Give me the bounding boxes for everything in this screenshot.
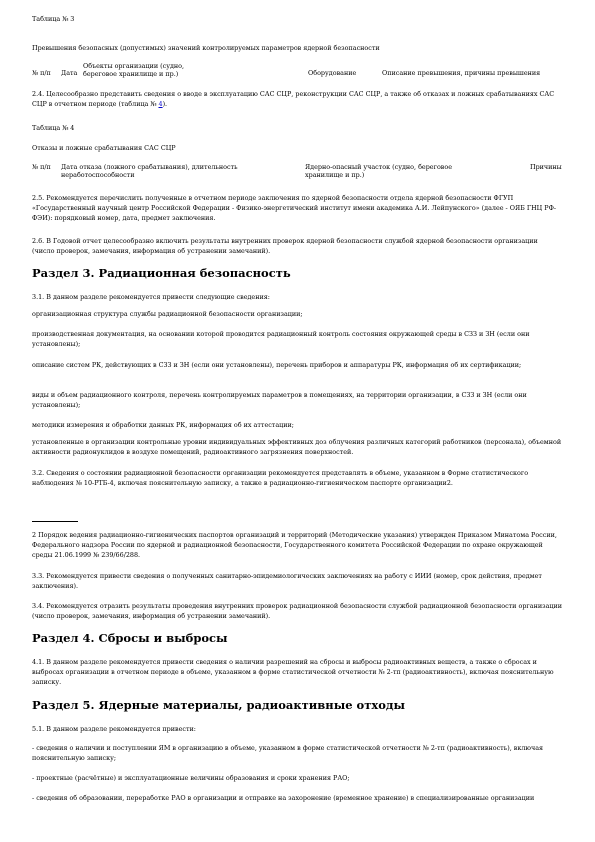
- paragraph-2-4-text: 2.4. Целесообразно представить сведения о вводе в эксплуатацию САС СЦР, реконструкции САС СЦР, а также об отказах и ложных срабатываниях САС СЦР в отчетном периоде (таблица №: [32, 90, 555, 108]
- table4-col-site: Ядерно-опасный участок (судно, береговое хранилище и пр.): [305, 163, 453, 179]
- section3-item-4: виды и объем радиационного контроля, перечень контролируемых параметров в помещениях, на территории организации, в СЗЗ и ЗН (если они установлены);: [32, 391, 527, 409]
- paragraph-4-1: 4.1. В данном разделе рекомендуется привести сведения о наличии разрешений на сбросы и выбросы радиоактивных веществ, а также о сбросах и выбросах организации в отчетном периоде в объеме, указанном в форме статистической отчетности № 2-тп (радиоактивность), включая пояснительную записку.: [32, 658, 554, 686]
- table3-caption: Превышения безопасных (допустимых) значений контролируемых параметров ядерной безопасности: [32, 44, 380, 52]
- table3-title: Таблица № 3: [32, 15, 75, 23]
- section3-item-2: производственная документация, на основании которой проводится радиационный контроль состояния окружающей среды в СЗЗ и ЗН (если они установлены);: [32, 330, 530, 348]
- paragraph-3-3: 3.3. Рекомендуется привести сведения о полученных санитарно-эпидемиологических заключениях на работу с ИИИ (номер, срок действия, предмет заключения).: [32, 572, 542, 590]
- table3-col-description: Описание превышения, причины превышения: [382, 69, 541, 77]
- paragraph-2-6: 2.6. В Годовой отчет целесообразно включить результаты внутренних проверок ядерной безопасности службой ядерной безопасности организации (число проверок, замечания, информация об устранении замечаний).: [32, 237, 538, 255]
- table3-col-date: Дата: [61, 69, 78, 77]
- section3-item-6: установленные в организации контрольные уровни индивидуальных эффективных доз облучения различных категорий работников (персонала), объемной активности радионуклидов в воздухе помещений, радиоактивного загрязнения поверхностей.: [32, 438, 562, 456]
- table4-col-num: № п/п: [32, 163, 51, 171]
- section5-item-1: - сведения о наличии и поступлении ЯМ в организацию в объеме, указанном в форме статистической отчетности № 2-тп (радиоактивность), включая пояснительную записку;: [32, 744, 544, 762]
- section3-item-3: описание систем РК, действующих в СЗЗ и ЗН (если они установлены), перечень приборов и аппаратуры РК, информация об их сертификации;: [32, 361, 522, 369]
- table4-caption: Отказы и ложные срабатывания САС СЦР: [32, 144, 176, 152]
- table4-link[interactable]: 4: [158, 100, 163, 108]
- paragraph-2-4: [32, 89, 562, 109]
- section5-heading: Раздел 5. Ядерные материалы, радиоактивные отходы: [32, 698, 406, 712]
- paragraph-2-4-after: ).: [162, 100, 168, 108]
- table3-col-objects: Объекты организации (судно, береговое хранилище и пр.): [83, 62, 185, 78]
- section5-item-3: - сведения об образовании, переработке РАО в организации и отправке на захоронение (временное хранение) в специализированные организации: [32, 794, 535, 802]
- section3-item-5: методики измерения и обработки данных РК, информация об их аттестации;: [32, 421, 294, 429]
- paragraph-3-1: 3.1. В данном разделе рекомендуется привести следующие сведения:: [32, 293, 270, 301]
- footnote-2: 2 Порядок ведения радиационно-гигиенических паспортов организаций и территорий (Методические указания) утвержден Приказом Минатома России, Федерального надзора России по ядерной и радиационной безопасности, Государственного комитета Российской Федерации по охране окружающей среды 21.06.1999 № 239/66/288.: [32, 531, 557, 559]
- paragraph-5-1: 5.1. В данном разделе рекомендуется привести:: [32, 725, 196, 733]
- paragraph-2-5: 2.5. Рекомендуется перечислить полученные в отчетном периоде заключения по ядерной безопасности отдела ядерной безопасности ФГУП «Государственный научный центр Российской Федерации - Физико-энергетический институт имени академика А.И. Лейпунского» (далее - ОЯБ ГНЦ РФ-ФЭИ): порядковый номер, дата, предмет заключения.: [32, 194, 557, 222]
- paragraph-3-2: 3.2. Сведения о состоянии радиационной безопасности организации рекомендуется представлять в объеме, указанном в Форме статистического наблюдения № 10-РТБ-4, включая пояснительную записку, а также в радиационно-гигиеническом паспорте организации2.: [32, 469, 529, 487]
- section5-item-2: - проектные (расчётные) и эксплуатационные величины образования и сроки хранения РАО;: [32, 774, 350, 782]
- footnote-divider: [32, 521, 78, 522]
- table3-col-equipment: Оборудование: [308, 69, 357, 77]
- table3-col-num: № п/п: [32, 69, 51, 77]
- table4-col-causes: Причины: [530, 163, 562, 171]
- section4-heading: Раздел 4. Сбросы и выбросы: [32, 631, 228, 645]
- section3-item-1: организационная структура службы радиационной безопасности организации;: [32, 310, 303, 318]
- table4-col-failure-date: Дата отказа (ложного срабатывания), длительность неработоспособности: [61, 163, 238, 179]
- table4-title: Таблица № 4: [32, 124, 75, 132]
- section3-heading: Раздел 3. Радиационная безопасность: [32, 266, 291, 280]
- paragraph-3-4: 3.4. Рекомендуется отразить результаты проведения внутренних проверок радиационной безопасности службой радиационной безопасности организации (число проверок, замечания, информация об устранении замечаний).: [32, 602, 563, 620]
